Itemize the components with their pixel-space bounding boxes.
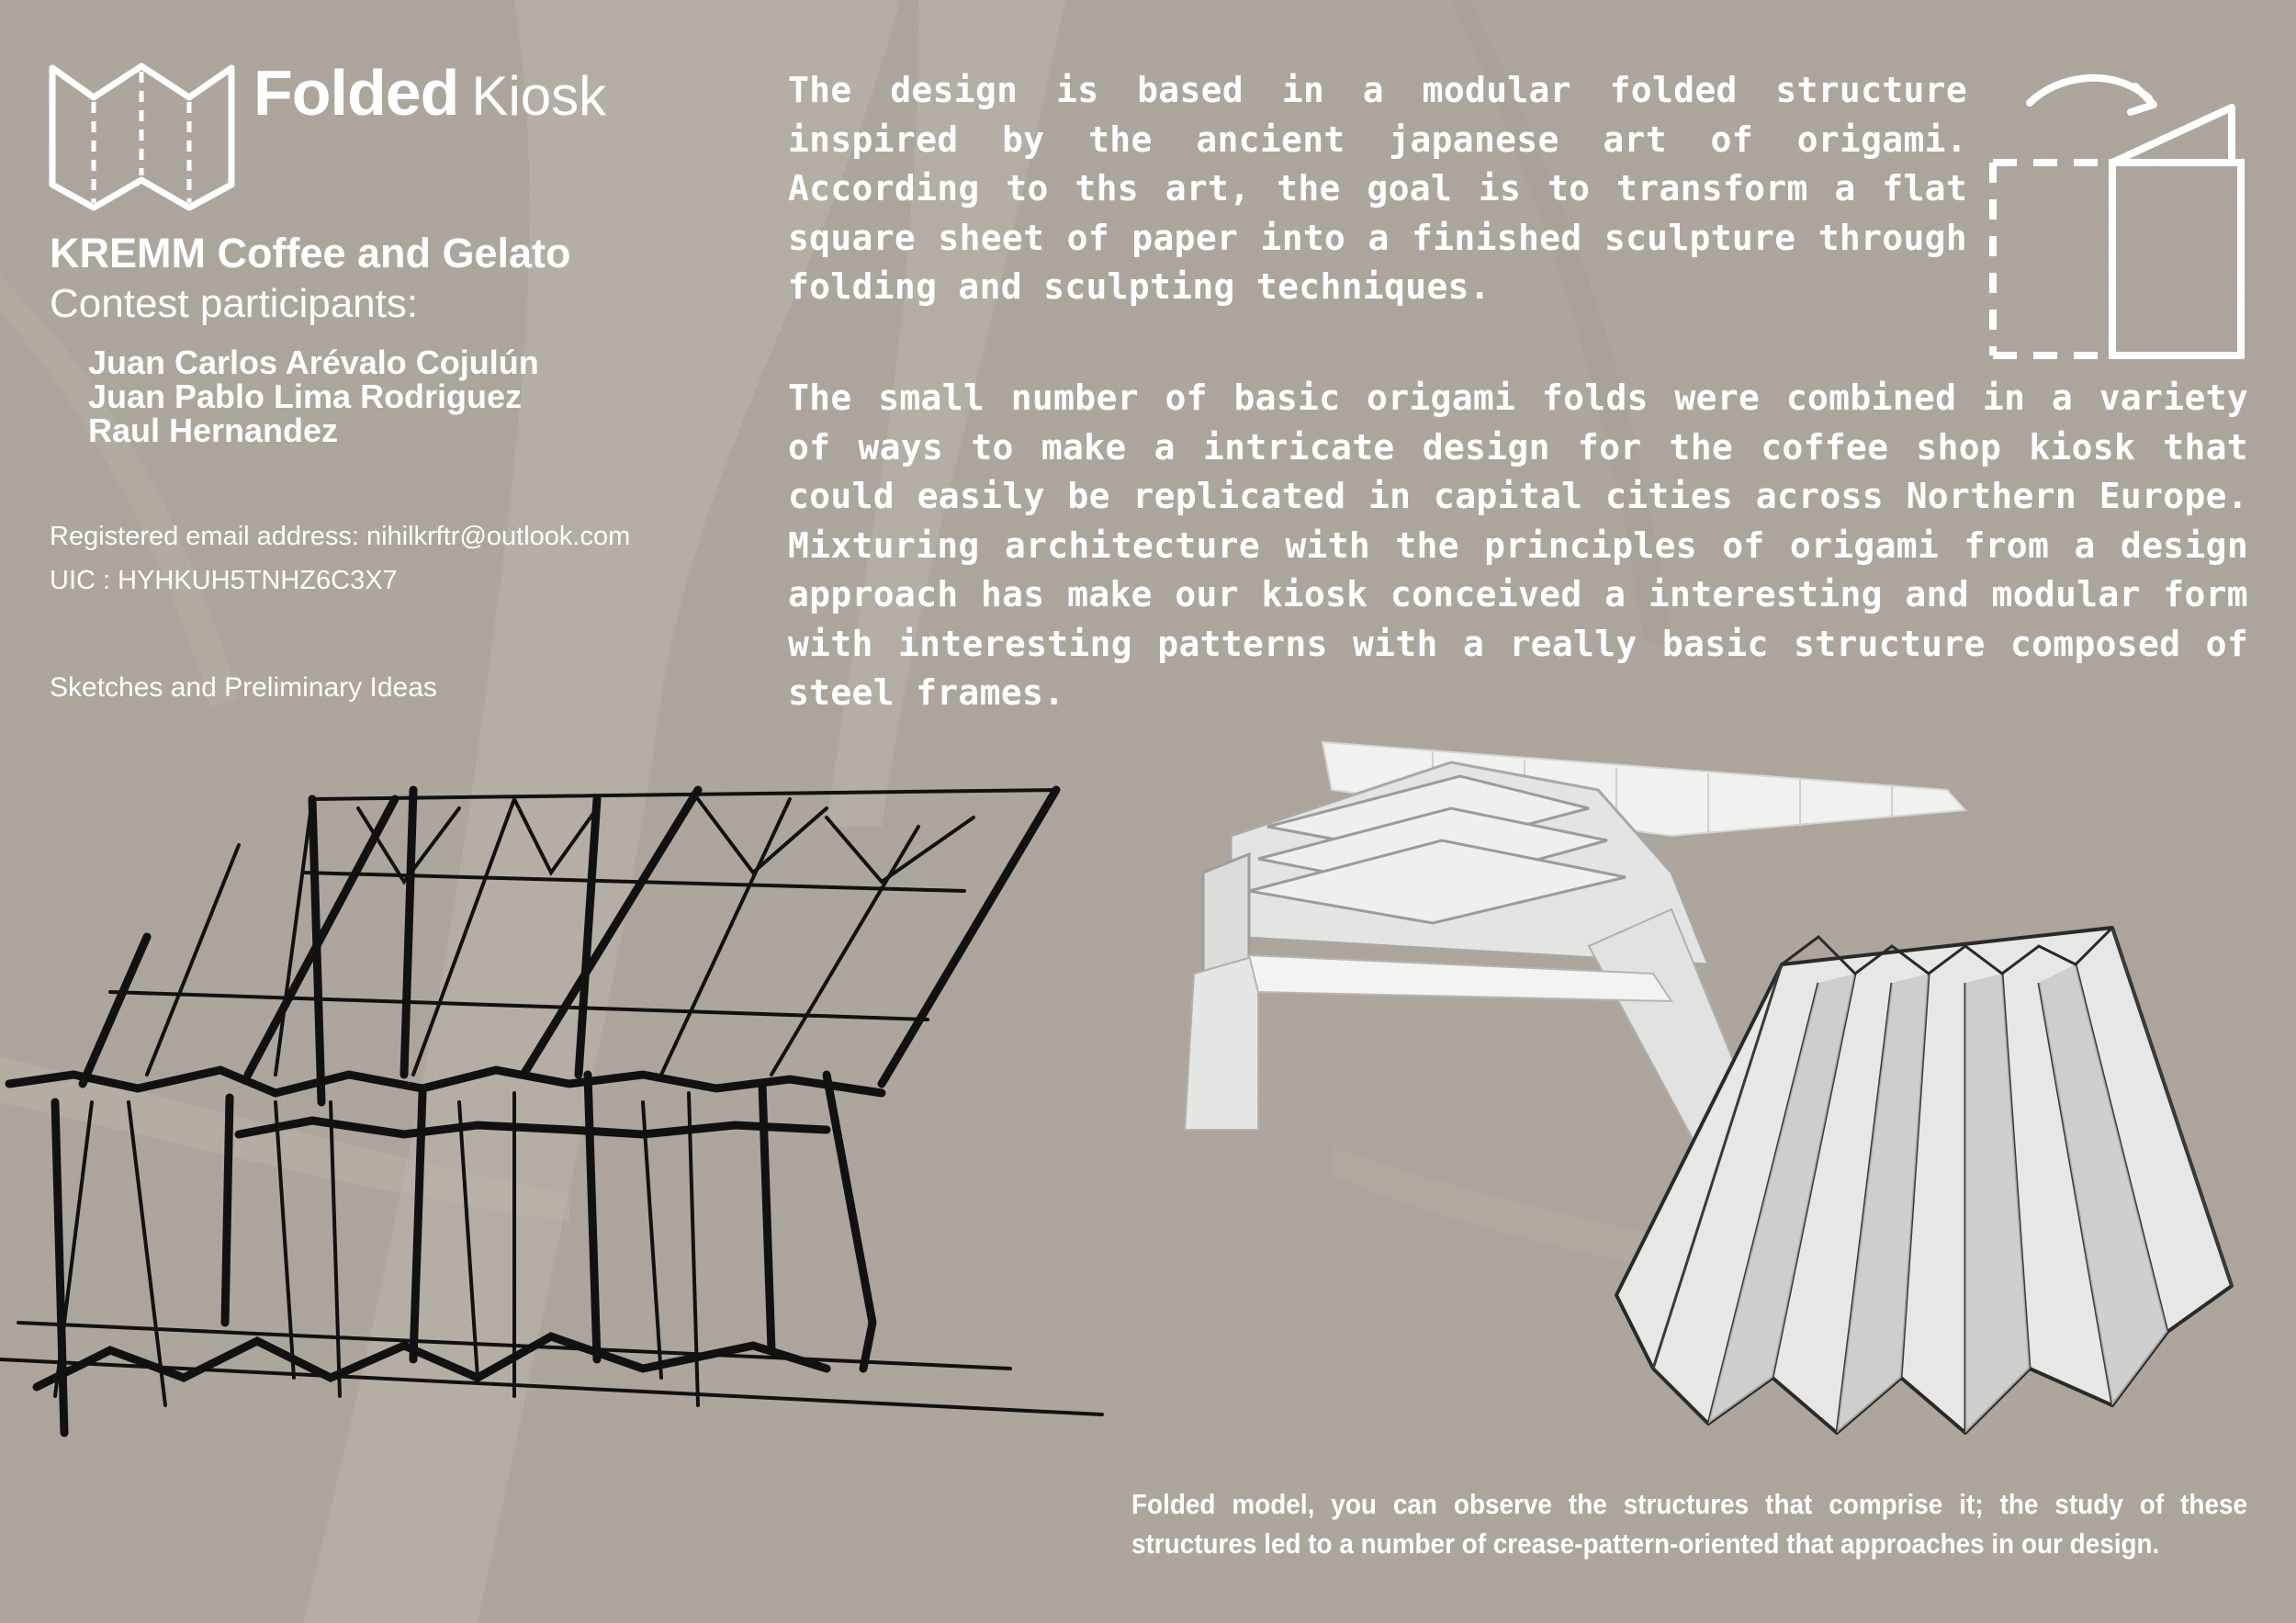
- uic-code: UIC : HYHKUH5TNHZ6C3X7: [50, 566, 398, 595]
- participant-name: Raul Hernandez: [88, 411, 339, 449]
- model-caption: Folded model, you can observe the structures that comprise it; the study of these structures led to a number of crease-pattern-oriented that approaches in our design.: [1131, 1488, 2247, 1560]
- folded-paper-model-right: [1598, 909, 2241, 1460]
- participant-name: Juan Carlos Arévalo Cojulún: [88, 344, 539, 381]
- title-bold: Folded: [253, 57, 459, 129]
- structure-sketch: [0, 772, 1139, 1451]
- description-paragraph-2: The small number of basic origami folds were combined in a variety of ways to make a intricate design for the coffee shop kiosk that could easily be replicated in capital cities across Northern Europe. Mixturing architecture with the principles of origami from a design approach has make our kiosk conceived a interesting and modular form with interesting patterns with a really basic structure composed of steel frames.: [788, 378, 2248, 713]
- sketches-label: Sketches and Preliminary Ideas: [50, 672, 437, 703]
- contest-label: Contest participants:: [50, 281, 419, 326]
- participant-name: Juan Pablo Lima Rodriguez: [88, 378, 523, 415]
- paper-fold-arrow-icon: [1975, 66, 2259, 369]
- title-light: Kiosk: [471, 65, 607, 127]
- page-title: [253, 57, 607, 129]
- folded-map-logo-icon: [48, 51, 237, 212]
- client-name: KREMM Coffee and Gelato: [50, 230, 571, 276]
- participants-list: [88, 345, 539, 447]
- description-paragraph-1: The design is based in a modular folded structure inspired by the ancient japanese art of origami. According to ths art, the goal is to transform a flat square sheet of paper into a finished sculpture through folding and sculpting techniques.: [788, 70, 1967, 307]
- registered-email: Registered email address: nihilkrftr@outlook.com: [50, 522, 631, 551]
